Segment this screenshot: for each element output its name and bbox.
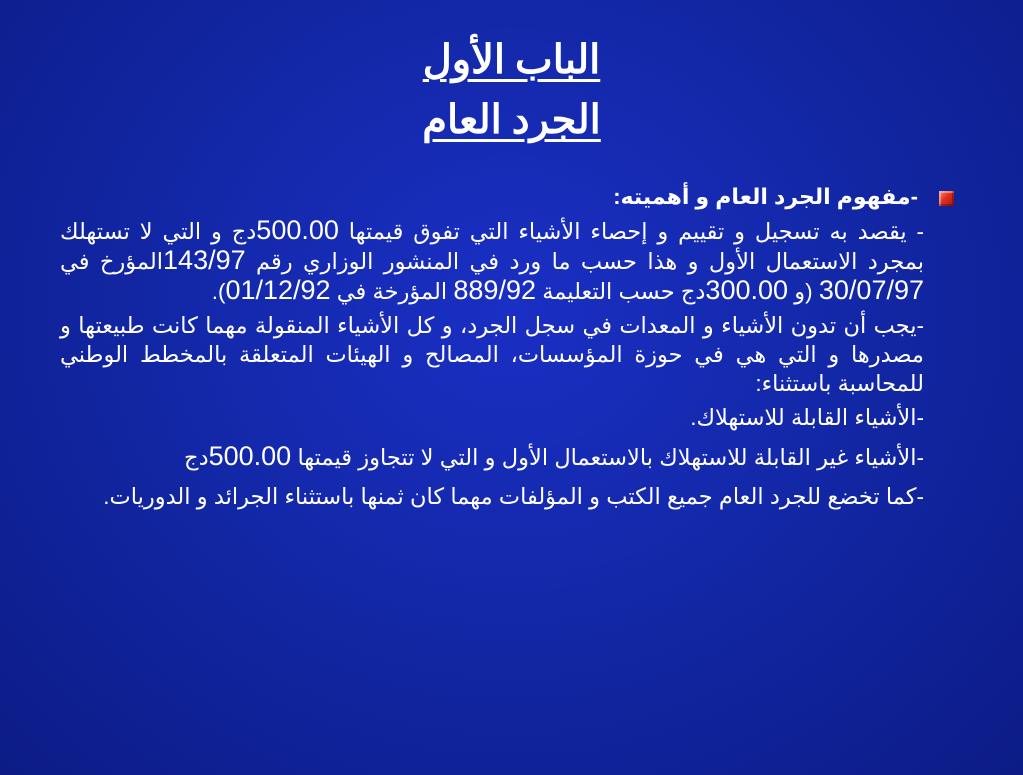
section-heading-text: -مفهوم الجرد العام و أهميته: <box>613 184 918 209</box>
paragraph-exception-low-value <box>60 442 960 472</box>
para1-instruction-number: 889/92 <box>453 275 536 305</box>
para1-text-d: (و <box>788 279 819 304</box>
slide-title <box>0 30 1023 150</box>
para1-text-e: دج حسب التعليمة <box>535 279 706 304</box>
para1-text-b: دج و التي لا تستهلك بمجرد الاستعمال الأول و هذا حسب ما ورد في المنشور الوزاري رقم <box>60 219 925 274</box>
para1-text-c: المؤرخ في <box>60 249 164 274</box>
para1-amount-500: 500.00 <box>256 215 339 245</box>
section-heading <box>60 182 960 212</box>
para1-circular-date: 30/07/97 <box>818 275 924 305</box>
title-subject: الجرد العام <box>422 97 601 142</box>
para1-amount-300: 300.00 <box>705 275 789 305</box>
slide-content <box>60 182 960 516</box>
para1-circular-number: 143/97 <box>163 245 246 275</box>
paragraph-exception-consumables: -الأشياء القابلة للاستهلاك. <box>690 405 924 430</box>
para4-amount-500: 500.00 <box>208 441 292 471</box>
para1-instruction-date: 01/12/92 <box>225 275 331 305</box>
para1-text-g: ). <box>211 279 226 304</box>
paragraph-registration: -يجب أن تدون الأشياء و المعدات في سجل الجرد، و كل الأشياء المنقولة مهما كانت طبيعتها و مصدرها و التي هي في حوزة المؤسسات، المصالح و الهيئات المتعلقة بالمخطط الوطني للمحاسبة باستثناء: <box>60 313 924 396</box>
paragraph-books: -كما تخضع للجرد العام جميع الكتب و المؤلفات مهما كان ثمنها باستثناء الجرائد و الدوريات. <box>103 484 924 509</box>
title-chapter: الباب الأول <box>422 37 601 82</box>
square-bullet-icon <box>939 191 954 206</box>
para1-text-f: المؤرخة في <box>330 279 454 304</box>
para1-text-a: - يقصد به تسجيل و تقييم و إحصاء الأشياء التي تفوق قيمتها <box>338 219 924 244</box>
para4-text-b: دج <box>184 445 209 470</box>
para4-text-a: -الأشياء غير القابلة للاستهلاك بالاستعمال الأول و التي لا تتجاوز قيمتها <box>291 445 924 470</box>
paragraph-definition <box>60 216 960 306</box>
